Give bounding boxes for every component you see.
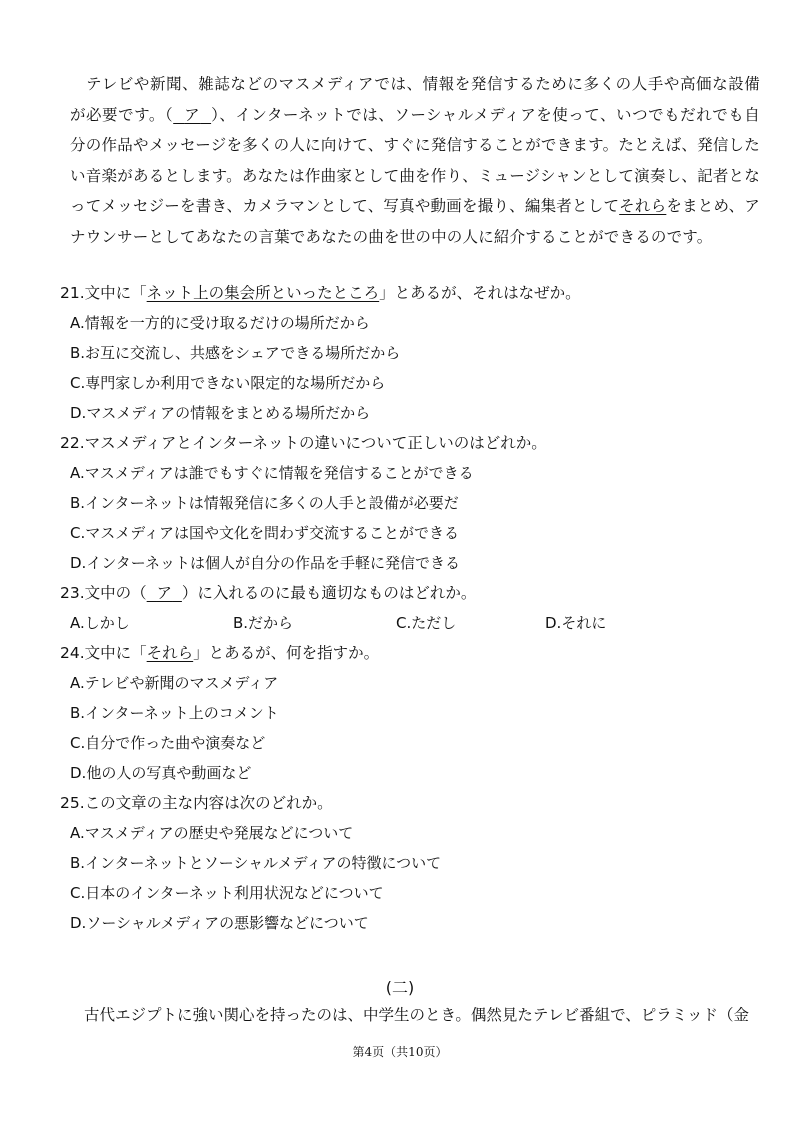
q23-options (70, 612, 710, 634)
q25-option-a: A.マスメディアの歴史や発展などについて (70, 824, 354, 842)
q23-option-a: A.しかし (70, 614, 130, 632)
section-2-title: (二) (385, 978, 415, 997)
q24-option-b: B.インターネット上のコメント (70, 704, 279, 722)
q21-option-a: A.情報を一方的に受け取るだけの場所だから (70, 314, 370, 332)
section-2-first-line: 古代エジプトに強い関心を持ったのは、中学生のとき。偶然見たテレビ番組で、ピラミッド（金 (84, 1006, 749, 1024)
q24-option-a: A.テレビや新聞のマスメディア (70, 674, 279, 692)
q23-option-d: D.それに (545, 614, 607, 632)
q23-option-b: B.だから (233, 614, 294, 632)
q25-option-c: C.日本のインターネット利用状況などについて (70, 884, 384, 902)
question-22: 22.マスメディアとインターネットの違いについて正しいのはどれか。 (60, 434, 547, 452)
question-25: 25.この文章の主な内容は次のどれか。 (60, 794, 333, 812)
q22-option-a: A.マスメディアは誰でもすぐに情報を発信することができる (70, 464, 474, 482)
q24-option-d: D.他の人の写真や動画など (70, 764, 252, 782)
q21-option-b: B.お互に交流し、共感をシェアできる場所だから (70, 344, 401, 362)
q22-option-c: C.マスメディアは国や文化を問わず交流することができる (70, 524, 460, 542)
underlined-sorera: それら (619, 197, 667, 215)
q25-option-b: B.インターネットとソーシャルメディアの特徴について (70, 854, 442, 872)
q22-option-d: D.インターネットは個人が自分の作品を手軽に発信できる (70, 554, 460, 572)
question-24: 24.文中に「それら」とあるが、何を指すか。 (60, 644, 380, 662)
q25-option-d: D.ソーシャルメディアの悪影響などについて (70, 914, 369, 932)
blank-a: ア (184, 105, 201, 124)
page-footer: 第4页（共10页） (352, 1045, 448, 1059)
q24-option-c: C.自分で作った曲や演奏など (70, 734, 266, 752)
passage-paragraph: テレビや新聞、雑誌などのマスメディアでは、情報を発信するために多くの人手や高価な設備が必要です。（ ア ）、インターネットでは、ソーシャルメディアを使って、いつでもだれでも自分の作品やメッセージを多くの人に向けて、すぐに発信することができます。たとえば、発信したい音楽があるとします。あなたは作曲家として曲を作り、ミュージシャンとして演奏し、記者となってメッセジーを書き、カメラマンとして、写真や動画を撮り、編集者としてそれらをまとめ、アナウンサーとしてあなたの言葉であなたの曲を世の中の人に紹介することができるのです。 (70, 75, 760, 246)
q21-option-d: D.マスメディアの情報をまとめる場所だから (70, 404, 371, 422)
q23-option-c: C.ただし (396, 614, 457, 632)
question-21: 21.文中に「ネット上の集会所といったところ」とあるが、それはなぜか。 (60, 284, 581, 302)
q22-option-b: B.インターネットは情報発信に多くの人手と設備が必要だ (70, 494, 459, 512)
q21-option-c: C.専門家しか利用できない限定的な場所だから (70, 374, 386, 392)
question-23: 23.文中の（ ア ）に入れるのに最も適切なものはどれか。 (60, 584, 477, 602)
